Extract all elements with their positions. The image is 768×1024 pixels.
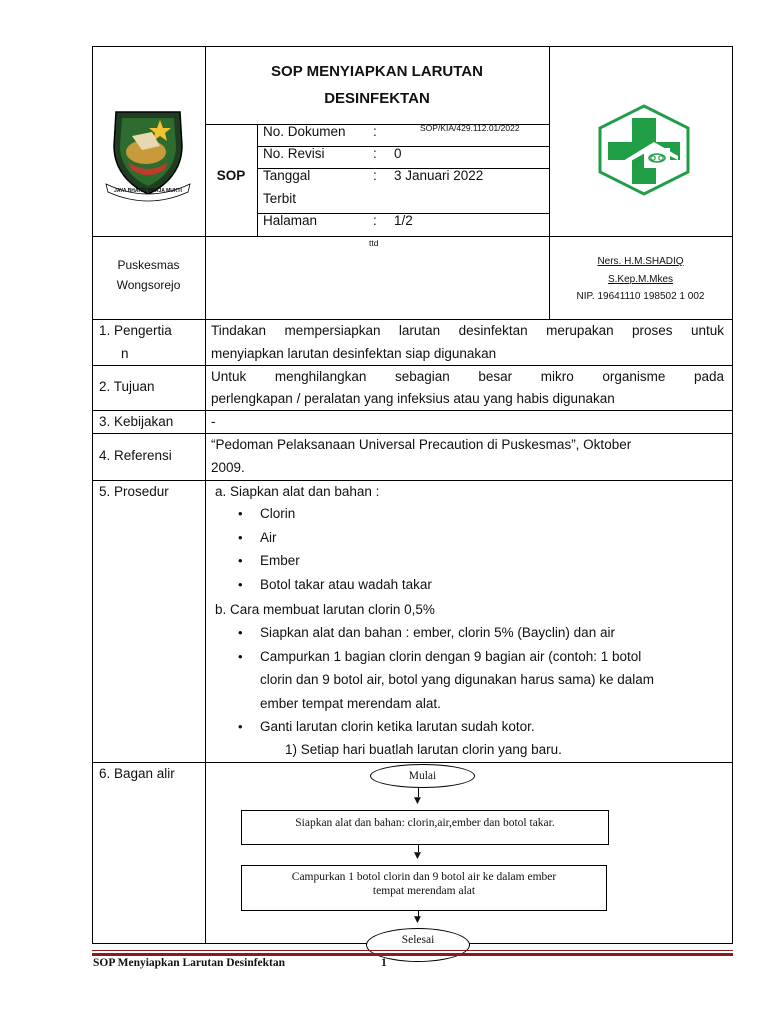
list-item: • Ganti larutan clorin ketika larutan sudah kotor.: [236, 715, 726, 739]
ttd-mark: ttd: [369, 238, 379, 248]
doc-title-line2: DESINFEKTAN: [324, 90, 430, 107]
meta-value-no-revisi: 0: [394, 146, 402, 161]
section-label-pengertian-cont: n: [121, 346, 129, 361]
flow-step-2-line1: Campurkan 1 botol clorin dan 9 botol air ke dalam ember: [291, 871, 557, 883]
list-item: • Air: [236, 526, 716, 550]
list-item: [236, 645, 726, 716]
prosedur-b-list: [236, 621, 726, 739]
pengertian-line1: Tindakan mempersiapkan larutan desinfektan merupakan proses untuk: [211, 323, 724, 338]
referensi-line1: “Pedoman Pelaksanaan Universal Precaution di Puskesmas”, Oktober: [211, 437, 632, 452]
puskesmas-cross-logo: [596, 104, 692, 196]
meta-value-tanggal: 3 Januari 2022: [394, 168, 484, 183]
section-label-tujuan: 2. Tujuan: [99, 379, 155, 394]
meta-label-no-dokumen: No. Dokumen: [263, 124, 346, 139]
meta-sep: :: [373, 168, 377, 183]
b-item2-line2: clorin dan 9 botol air, botol yang digunakan harus sama) ke dalam: [260, 672, 654, 687]
kebijakan-text: -: [211, 414, 216, 429]
signer-name: Ners. H.M.SHADIQ: [597, 256, 684, 267]
meta-value-halaman: 1/2: [394, 213, 413, 228]
section-label-pengertian: 1. Pengertia: [99, 323, 172, 338]
flow-step-2: [241, 865, 607, 911]
meta-sep: :: [373, 213, 377, 228]
meta-label-no-revisi: No. Revisi: [263, 146, 325, 161]
footer-page-number: 1: [381, 957, 387, 969]
flow-step-1-label: Siapkan alat dan bahan: clorin,air,ember dan botol takar.: [295, 817, 555, 829]
meta-sep: :: [373, 146, 377, 161]
footer-text: SOP Menyiapkan Larutan Desinfektan: [93, 957, 286, 969]
arrow-down-icon: ▼: [414, 915, 421, 925]
flow-step-1: [241, 810, 609, 845]
list-item: • Ember: [236, 549, 716, 573]
list-item: • Siapkan alat dan bahan : ember, clorin 5% (Bayclin) dan air: [236, 621, 726, 645]
prosedur-a-heading: a. Siapkan alat dan bahan :: [215, 484, 380, 499]
section-label-bagan: 6. Bagan alir: [99, 766, 175, 781]
prosedur-numbered-item: 1) Setiap hari buatlah larutan clorin yang baru.: [285, 742, 562, 757]
flow-start-label: Mulai: [408, 770, 437, 782]
referensi-line2: 2009.: [211, 460, 245, 475]
signer-title: S.Kep.M.Mkes: [607, 274, 674, 285]
logo-motto: JAYA BHAKTI PRAJA MUKTI: [114, 188, 182, 194]
meta-label-tanggal: Tanggal: [263, 168, 311, 183]
sop-label: SOP: [216, 168, 246, 183]
prosedur-b-heading: b. Cara membuat larutan clorin 0,5%: [215, 602, 435, 617]
meta-label-terbit: Terbit: [263, 191, 297, 206]
pengertian-line2: menyiapkan larutan desinfektan siap digunakan: [211, 346, 497, 361]
section-label-referensi: 4. Referensi: [99, 448, 172, 463]
flow-end-label: Selesai: [401, 934, 435, 946]
prosedur-a-list: [236, 502, 716, 596]
tujuan-line1: Untuk menghilangkan sebagian besar mikro organisme pada: [211, 369, 724, 384]
list-item: • Clorin: [236, 502, 716, 526]
section-label-prosedur: 5. Prosedur: [99, 484, 169, 499]
org-name-line2: Wongsorejo: [116, 278, 181, 292]
flow-step-2-line2: tempat merendam alat: [372, 885, 476, 897]
arrow-down-icon: ▼: [414, 851, 421, 861]
tujuan-line2: perlengkapan / peralatan yang infeksius atau yang habis digunakan: [211, 391, 615, 406]
meta-sep: :: [373, 124, 377, 139]
signer-nip: NIP. 19641110 198502 1 002: [576, 291, 705, 302]
doc-title-line1: SOP MENYIAPKAN LARUTAN: [271, 63, 483, 80]
flow-start: [370, 764, 475, 788]
meta-label-halaman: Halaman: [263, 213, 318, 228]
b-item2-line1: Campurkan 1 bagian clorin dengan 9 bagian air (contoh: 1 botol: [260, 648, 642, 664]
section-label-kebijakan: 3. Kebijakan: [99, 414, 174, 429]
org-name-line1: Puskesmas: [117, 258, 180, 272]
footer-rule: [92, 950, 733, 951]
meta-value-no-dokumen: SOP/KIA/429.112.01/2022: [420, 123, 520, 133]
b-item2-line3: ember tempat merendam alat.: [260, 695, 441, 711]
arrow-down-icon: ▼: [414, 796, 421, 806]
list-item: • Botol takar atau wadah takar: [236, 573, 716, 597]
